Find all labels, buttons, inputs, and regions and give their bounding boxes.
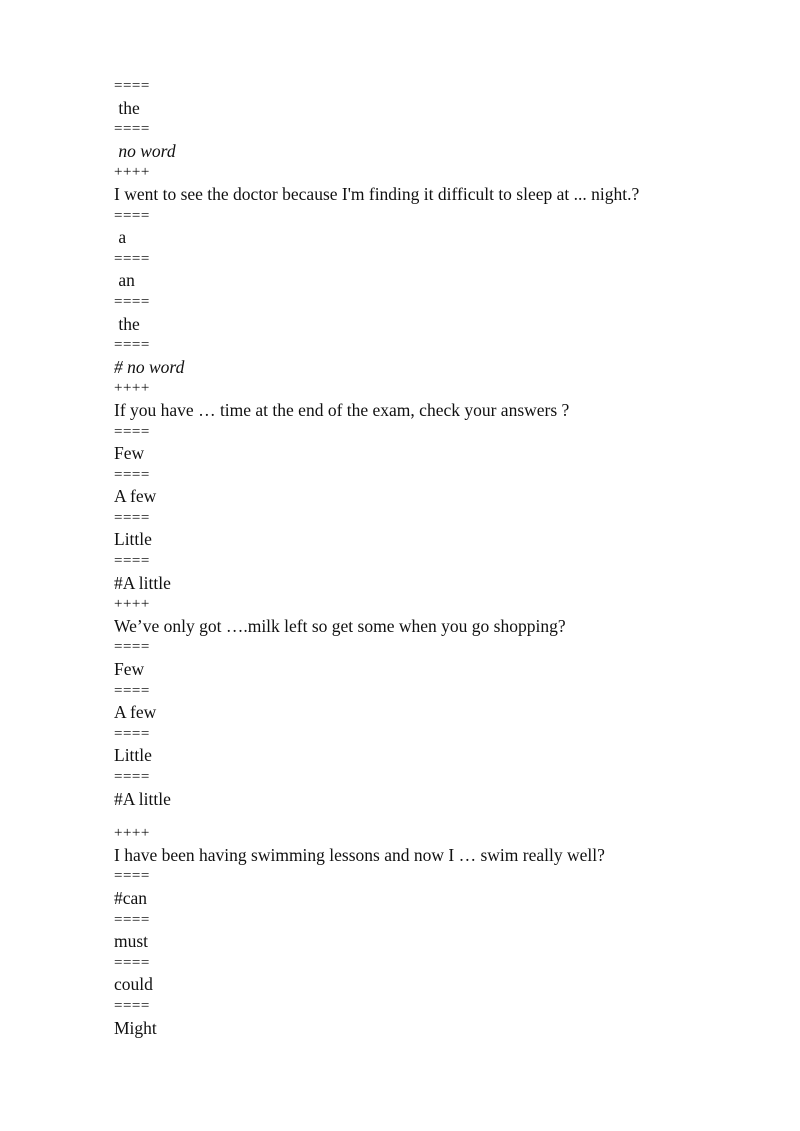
option-separator: ==== [114, 639, 150, 656]
answer-option: Few [114, 443, 145, 464]
answer-option: # no word [114, 356, 185, 377]
question-separator: ++++ [114, 164, 150, 181]
question-text: I have been having swimming lessons and now I … swim really well? [114, 844, 605, 865]
answer-option: #A little [114, 572, 171, 593]
question-separator: ++++ [114, 380, 150, 397]
option-separator: ==== [114, 121, 150, 138]
answer-option: must [114, 931, 149, 952]
option-separator: ==== [114, 207, 150, 224]
question-text: I went to see the doctor because I'm finding it difficult to sleep at ... night.? [114, 183, 640, 204]
answer-option: the [114, 313, 140, 334]
option-separator: ==== [114, 769, 150, 785]
answer-option: a [114, 227, 127, 248]
question-separator: ++++ [114, 825, 150, 842]
answer-option: A few [114, 702, 157, 723]
answer-option: Little [114, 529, 152, 550]
option-separator: ==== [114, 682, 150, 699]
paragraph-gap [114, 810, 754, 823]
answer-option: A few [114, 486, 157, 507]
answer-option: #can [114, 887, 148, 908]
option-separator: ==== [114, 78, 150, 94]
answer-option: Might [114, 1017, 157, 1038]
option-separator: ==== [114, 911, 150, 928]
answer-option: Few [114, 659, 145, 680]
answer-option: the [114, 97, 140, 118]
option-separator: ==== [114, 954, 150, 971]
document-page [114, 76, 754, 1039]
option-separator: ==== [114, 997, 150, 1014]
option-separator: ==== [114, 466, 150, 483]
option-separator: ==== [114, 553, 150, 570]
option-separator: ==== [114, 868, 150, 885]
option-separator: ==== [114, 509, 150, 526]
option-separator: ==== [114, 337, 150, 354]
option-separator: ==== [114, 725, 150, 742]
answer-option: #A little [114, 788, 171, 809]
question-text: If you have … time at the end of the exam, check your answers ? [114, 399, 570, 420]
option-separator: ==== [114, 293, 150, 310]
option-separator: ==== [114, 423, 150, 440]
answer-option: an [114, 270, 135, 291]
option-separator: ==== [114, 250, 150, 267]
question-text: We’ve only got ….milk left so get some when you go shopping? [114, 615, 566, 636]
answer-option: Little [114, 745, 152, 766]
question-separator: ++++ [114, 596, 150, 613]
answer-option: could [114, 974, 153, 995]
answer-option: no word [114, 140, 176, 161]
